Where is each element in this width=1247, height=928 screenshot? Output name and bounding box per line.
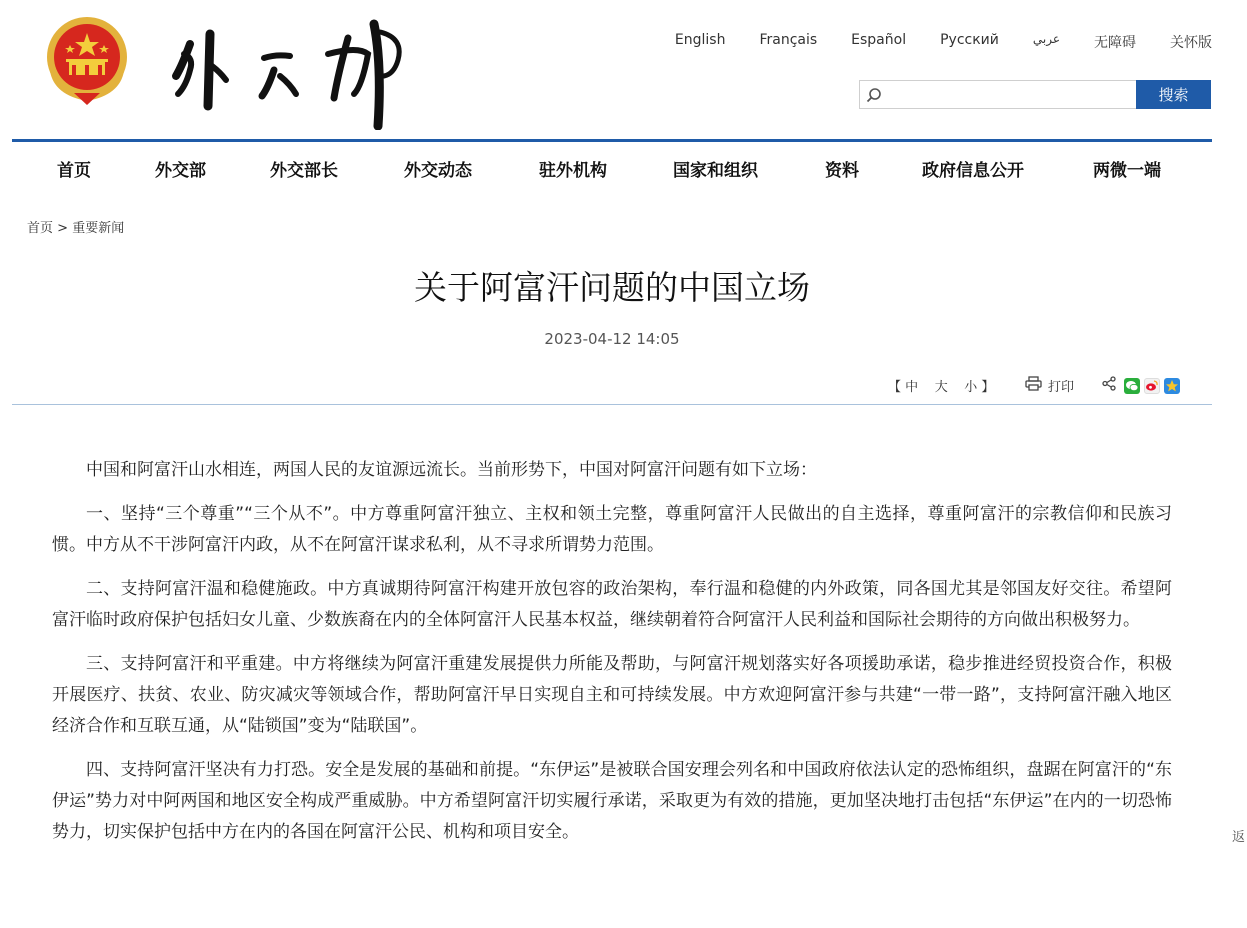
language-bar [675, 32, 1212, 52]
nav-item-countries-organizations[interactable]: 国家和组织 [673, 161, 758, 181]
article-paragraph: 中国和阿富汗山水相连，两国人民的友谊源远流长。当前形势下，中国对阿富汗问题有如下立场： [86, 460, 817, 480]
breadcrumb [27, 217, 124, 236]
article-body [52, 455, 1172, 861]
article-paragraph: 四、支持阿富汗坚决有力打恐。安全是发展的基础和前提。“东伊运”是被联合国安理会列名和中国政府依法认定的恐怖组织，盘踞在阿富汗的“东伊运”势力对中阿两国和地区安全构成严重威胁。中方希望阿富汗切实履行承诺，采取更为有效的措施，更加坚决地打击包括“东伊运”在内的一切恐怖势力，切实保护包括中方在内的各国在阿富汗公民、机构和项目安全。 [52, 760, 1172, 842]
main-nav [12, 142, 1212, 194]
article-paragraph: 二、支持阿富汗温和稳健施政。中方真诚期待阿富汗构建开放包容的政治架构，奉行温和稳健的内外政策，同各国尤其是邻国友好交往。希望阿富汗临时政府保护包括妇女儿童、少数族裔在内的全体阿富汗人民基本权益，继续朝着符合阿富汗人民利益和国际社会期待的方向做出积极努力。 [52, 579, 1172, 630]
font-size-large-button[interactable]: 大 [934, 380, 948, 395]
article-title: 关于阿富汗问题的中国立场 [414, 268, 810, 307]
share-icon [1102, 376, 1117, 395]
nav-item-ministry[interactable]: 外交部 [155, 161, 206, 181]
article-paragraph: 一、坚持“三个尊重”“三个从不”。中方尊重阿富汗独立、主权和领土完整，尊重阿富汗人民做出的自主选择，尊重阿富汗的宗教信仰和民族习惯。中方从不干涉阿富汗内政，从不在阿富汗谋求私利，从不寻求所谓势力范围。 [52, 504, 1172, 555]
print-button[interactable] [1025, 376, 1074, 395]
article-paragraph: 三、支持阿富汗和平重建。中方将继续为阿富汗重建发展提供力所能及帮助，与阿富汗规划落实好各项援助承诺，稳步推进经贸投资合作，积极开展医疗、扶贫、农业、防灾减灾等领域合作，帮助阿富汗早日实现自主和可持续发展。中方欢迎阿富汗参与共建“一带一路”，支持阿富汗融入地区经济合作和互联互通，从“陆锁国”变为“陆联国”。 [52, 654, 1172, 736]
content-divider [12, 404, 1212, 405]
lang-russian-link[interactable]: Русский [940, 32, 999, 48]
nav-item-government-info[interactable]: 政府信息公开 [922, 161, 1024, 181]
breadcrumb-separator: > [53, 221, 73, 236]
weibo-share-icon[interactable] [1144, 378, 1160, 394]
lang-spanish-link[interactable]: Español [851, 32, 907, 48]
ministry-calligraphy-logo [168, 14, 408, 130]
search-icon [866, 87, 882, 103]
lang-arabic-link[interactable]: عربي [1032, 32, 1060, 46]
lang-french-link[interactable]: Français [759, 32, 818, 48]
bracket-open: 【 [888, 380, 902, 395]
bracket-close: 】 [981, 380, 995, 395]
nav-item-social-media[interactable]: 两微一端 [1093, 161, 1161, 181]
nav-item-diplomatic-news[interactable]: 外交动态 [404, 161, 472, 181]
font-size-small-button[interactable]: 小 [964, 380, 978, 395]
print-label: 打印 [1048, 380, 1075, 395]
national-emblem-logo [44, 15, 130, 105]
accessibility-link[interactable]: 无障碍 [1094, 35, 1136, 51]
share-bar [1102, 376, 1180, 395]
printer-icon [1025, 376, 1042, 395]
nav-item-missions-abroad[interactable]: 驻外机构 [539, 161, 607, 181]
article-date: 2023-04-12 14:05 [544, 330, 680, 348]
qzone-share-icon[interactable] [1164, 378, 1180, 394]
breadcrumb-current-link[interactable]: 重要新闻 [72, 221, 125, 236]
search-button[interactable]: 搜索 [1136, 80, 1211, 109]
nav-item-minister[interactable]: 外交部长 [270, 161, 338, 181]
lang-english-link[interactable]: English [674, 32, 726, 48]
nav-item-home[interactable]: 首页 [57, 161, 91, 181]
font-size-medium-button[interactable]: 中 [905, 380, 919, 395]
search-input[interactable] [888, 83, 1132, 108]
wechat-share-icon[interactable] [1124, 378, 1140, 394]
elder-care-link[interactable]: 关怀版 [1170, 35, 1212, 51]
breadcrumb-home-link[interactable]: 首页 [27, 221, 54, 236]
font-size-control [888, 376, 994, 395]
back-to-top-link[interactable]: 返 [1231, 830, 1245, 845]
search-box [859, 80, 1136, 109]
nav-item-resources[interactable]: 资料 [825, 161, 859, 181]
